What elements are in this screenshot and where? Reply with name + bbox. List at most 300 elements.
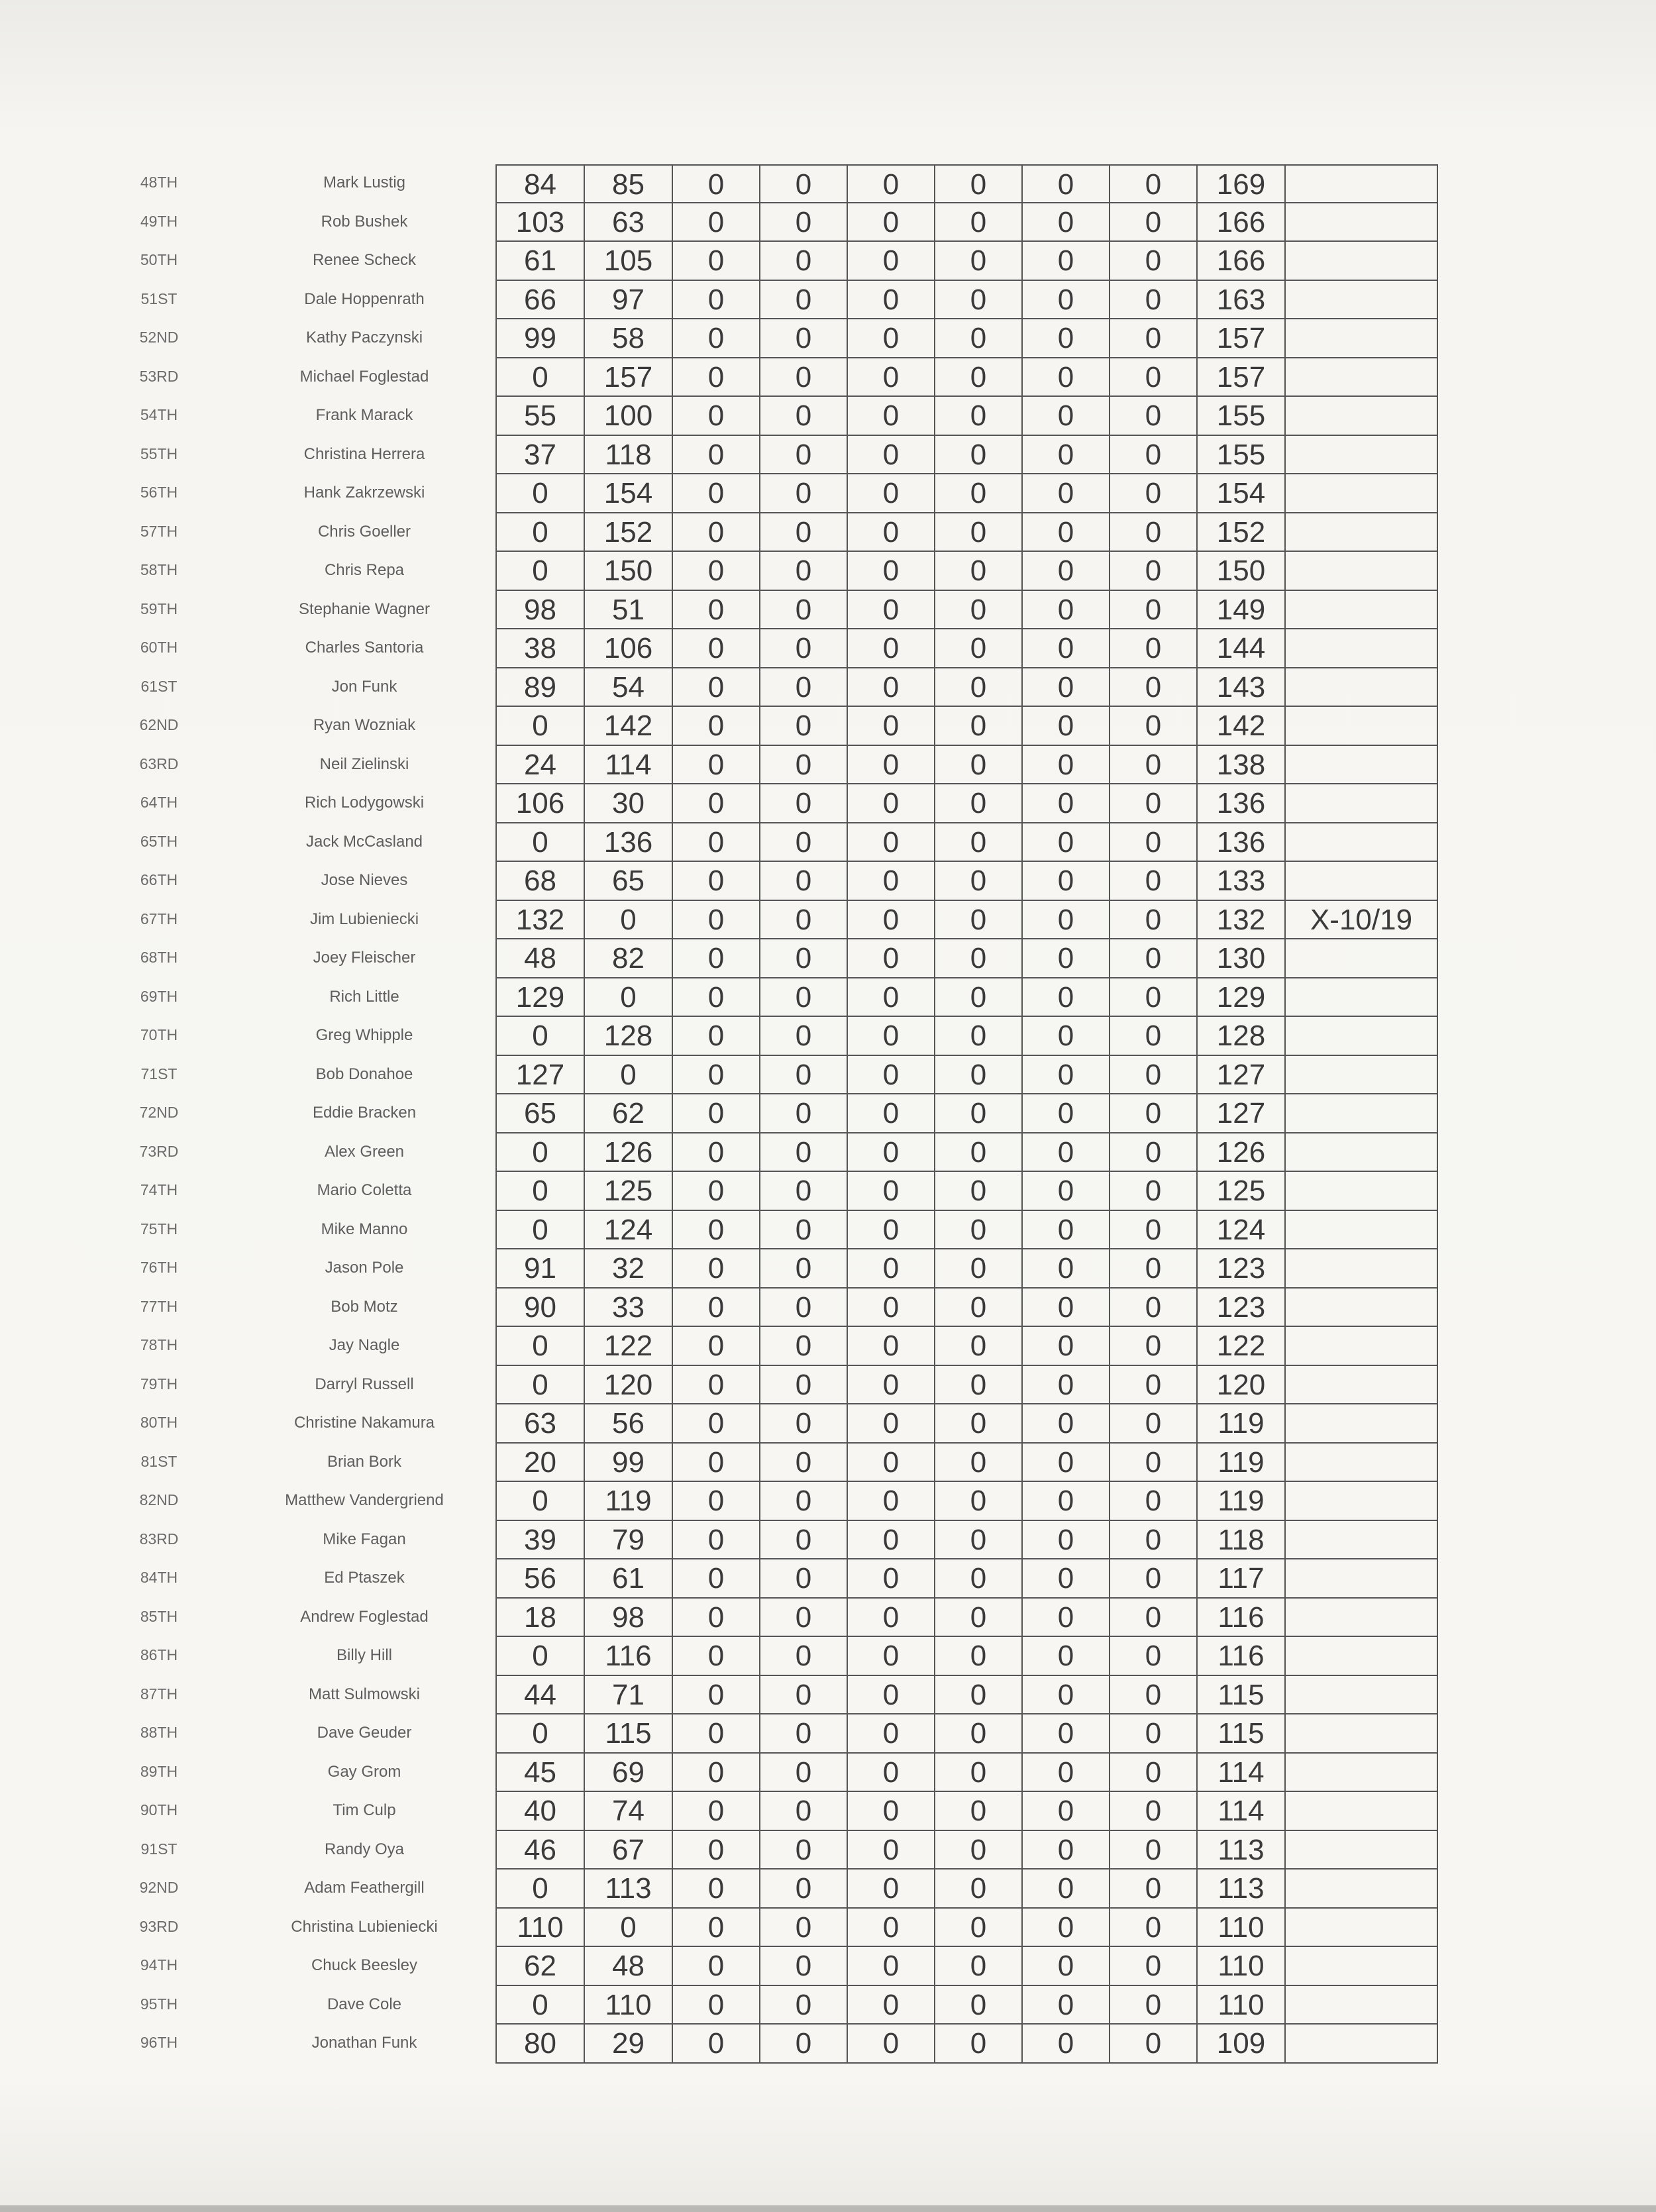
table-row [0,1249,1656,1289]
score-cell-1: 20 [497,1444,585,1483]
score-cell-1: 45 [497,1754,585,1793]
score-cell-2: 118 [585,436,673,475]
place-label: 55TH [140,445,178,462]
score-cell-5: 0 [848,1133,935,1173]
score-cell-6: 0 [935,823,1023,863]
score-cell-5: 0 [848,707,935,746]
score-cell-1: 132 [497,901,585,940]
score-cell-2: 105 [585,242,673,281]
score-grid [495,1289,1438,1328]
score-cell-1: 106 [497,784,585,823]
note-cell [1286,1056,1438,1095]
score-cell-3: 0 [673,474,760,513]
note-cell [1286,1676,1438,1715]
score-cell-5: 0 [848,1366,935,1405]
score-cell-3: 0 [673,668,760,708]
score-cell-8: 0 [1110,1792,1198,1831]
score-grid [495,746,1438,785]
player-name: Mike Manno [321,1220,408,1238]
score-cell-1: 0 [497,1714,585,1754]
player-name: Mike Fagan [323,1530,406,1548]
score-cell-4: 0 [760,668,848,708]
place-label: 75TH [140,1220,178,1238]
score-cell-2: 65 [585,862,673,901]
score-cell-6: 0 [935,591,1023,630]
score-cell-7: 0 [1023,1056,1110,1095]
total-cell: 127 [1198,1056,1286,1095]
place-label: 79TH [140,1375,178,1393]
score-cell-5: 0 [848,319,935,358]
score-grid [495,1211,1438,1250]
score-grid [495,281,1438,320]
score-cell-7: 0 [1023,319,1110,358]
score-cell-8: 0 [1110,939,1198,978]
score-cell-7: 0 [1023,552,1110,591]
score-grid [495,978,1438,1018]
score-cell-7: 0 [1023,1637,1110,1676]
score-cell-1: 0 [497,1986,585,2025]
table-row [0,1637,1656,1676]
score-cell-1: 99 [497,319,585,358]
note-cell [1286,1792,1438,1831]
player-name: Jack McCasland [305,832,423,851]
place-label: 72ND [139,1104,179,1121]
place-label: 57TH [140,522,178,540]
score-cell-4: 0 [760,1986,848,2025]
place-label: 82ND [139,1491,179,1508]
total-cell: 157 [1198,319,1286,358]
score-cell-1: 0 [497,1133,585,1173]
table-row [0,1521,1656,1560]
score-cell-1: 56 [497,1559,585,1599]
score-cell-6: 0 [935,1676,1023,1715]
place-label: 64TH [140,794,178,811]
note-cell: X-10/19 [1286,901,1438,940]
score-cell-7: 0 [1023,668,1110,708]
score-cell-3: 0 [673,1909,760,1948]
score-cell-2: 119 [585,1482,673,1521]
total-cell: 119 [1198,1482,1286,1521]
score-grid [495,1986,1438,2025]
score-cell-6: 0 [935,1986,1023,2025]
score-cell-2: 154 [585,474,673,513]
table-row [0,978,1656,1018]
score-cell-6: 0 [935,1133,1023,1173]
score-cell-3: 0 [673,939,760,978]
score-cell-7: 0 [1023,242,1110,281]
score-cell-4: 0 [760,2025,848,2064]
score-cell-1: 110 [497,1909,585,1948]
table-row [0,513,1656,553]
score-grid [495,707,1438,746]
score-cell-8: 0 [1110,1289,1198,1328]
note-cell [1286,1559,1438,1599]
score-cell-3: 0 [673,2025,760,2064]
score-cell-2: 51 [585,591,673,630]
score-cell-5: 0 [848,823,935,863]
score-cell-3: 0 [673,1366,760,1405]
score-cell-4: 0 [760,978,848,1018]
score-cell-7: 0 [1023,862,1110,901]
note-cell [1286,591,1438,630]
score-cell-1: 38 [497,629,585,668]
score-cell-7: 0 [1023,1947,1110,1986]
player-name: Dave Geuder [317,1724,412,1742]
score-cell-7: 0 [1023,2025,1110,2064]
note-cell [1286,281,1438,320]
score-cell-4: 0 [760,707,848,746]
player-name: Chris Repa [324,561,405,579]
score-cell-2: 63 [585,203,673,242]
score-cell-2: 113 [585,1870,673,1909]
total-cell: 128 [1198,1017,1286,1056]
score-cell-7: 0 [1023,281,1110,320]
score-cell-3: 0 [673,1289,760,1328]
score-cell-7: 0 [1023,436,1110,475]
score-cell-7: 0 [1023,901,1110,940]
total-cell: 166 [1198,242,1286,281]
score-grid [495,591,1438,630]
score-cell-8: 0 [1110,1559,1198,1599]
score-cell-6: 0 [935,1521,1023,1560]
score-cell-3: 0 [673,1327,760,1366]
score-cell-7: 0 [1023,823,1110,863]
score-cell-7: 0 [1023,1870,1110,1909]
score-cell-3: 0 [673,552,760,591]
score-grid [495,203,1438,242]
score-cell-7: 0 [1023,1676,1110,1715]
table-row [0,1947,1656,1986]
score-grid [495,1947,1438,1986]
score-cell-7: 0 [1023,1404,1110,1444]
score-cell-6: 0 [935,1366,1023,1405]
score-cell-4: 0 [760,281,848,320]
place-label: 51ST [140,290,178,307]
score-cell-1: 0 [497,1637,585,1676]
place-label: 85TH [140,1607,178,1625]
score-cell-1: 80 [497,2025,585,2064]
score-cell-4: 0 [760,1909,848,1948]
total-cell: 155 [1198,397,1286,436]
score-cell-1: 0 [497,707,585,746]
score-cell-8: 0 [1110,978,1198,1018]
standings-table [0,164,1656,2064]
player-name: Christina Lubieniecki [291,1917,438,1936]
table-row [0,901,1656,940]
place-label: 93RD [139,1917,179,1935]
score-cell-4: 0 [760,1249,848,1289]
score-cell-7: 0 [1023,1521,1110,1560]
score-cell-5: 0 [848,552,935,591]
score-cell-1: 0 [497,1482,585,1521]
total-cell: 143 [1198,668,1286,708]
total-cell: 110 [1198,1909,1286,1948]
note-cell [1286,242,1438,281]
table-row [0,1909,1656,1948]
total-cell: 155 [1198,436,1286,475]
score-grid [495,1482,1438,1521]
score-grid [495,1172,1438,1211]
player-name: Rich Little [329,987,399,1006]
score-cell-5: 0 [848,668,935,708]
table-row [0,629,1656,668]
score-grid [495,474,1438,513]
score-cell-2: 82 [585,939,673,978]
player-name: Charles Santoria [305,639,424,657]
score-cell-6: 0 [935,164,1023,203]
score-cell-4: 0 [760,1676,848,1715]
table-row [0,1172,1656,1211]
table-row [0,1289,1656,1328]
score-cell-5: 0 [848,1714,935,1754]
table-row [0,591,1656,630]
score-cell-5: 0 [848,1404,935,1444]
score-cell-2: 100 [585,397,673,436]
score-cell-2: 142 [585,707,673,746]
score-cell-6: 0 [935,319,1023,358]
score-cell-6: 0 [935,2025,1023,2064]
score-cell-8: 0 [1110,474,1198,513]
note-cell [1286,1366,1438,1405]
score-cell-5: 0 [848,397,935,436]
score-cell-7: 0 [1023,1559,1110,1599]
score-cell-2: 0 [585,978,673,1018]
score-cell-3: 0 [673,862,760,901]
player-name: Frank Marack [315,406,413,424]
score-cell-7: 0 [1023,939,1110,978]
table-row [0,746,1656,785]
score-cell-8: 0 [1110,901,1198,940]
score-cell-1: 0 [497,552,585,591]
score-cell-4: 0 [760,1094,848,1133]
score-cell-5: 0 [848,1986,935,2025]
score-cell-7: 0 [1023,1172,1110,1211]
player-name: Dale Hoppenrath [304,290,425,308]
table-row [0,1017,1656,1056]
score-cell-8: 0 [1110,164,1198,203]
note-cell [1286,1017,1438,1056]
note-cell [1286,1327,1438,1366]
score-cell-3: 0 [673,1947,760,1986]
score-cell-3: 0 [673,358,760,397]
score-grid [495,668,1438,708]
score-cell-5: 0 [848,1909,935,1948]
player-name: Gay Grom [327,1762,401,1781]
player-name: Matthew Vandergriend [285,1491,444,1509]
score-cell-3: 0 [673,1521,760,1560]
score-cell-6: 0 [935,1249,1023,1289]
score-cell-1: 65 [497,1094,585,1133]
table-row [0,1714,1656,1754]
score-cell-5: 0 [848,513,935,553]
score-cell-4: 0 [760,1599,848,1638]
total-cell: 114 [1198,1754,1286,1793]
score-cell-4: 0 [760,552,848,591]
score-cell-2: 110 [585,1986,673,2025]
table-row [0,203,1656,242]
score-cell-6: 0 [935,1289,1023,1328]
table-row [0,939,1656,978]
player-name: Adam Feathergill [304,1879,425,1897]
score-cell-6: 0 [935,1754,1023,1793]
score-grid [495,1559,1438,1599]
place-label: 59TH [140,600,178,617]
score-cell-5: 0 [848,436,935,475]
total-cell: 126 [1198,1133,1286,1173]
score-cell-4: 0 [760,901,848,940]
player-name: Mario Coletta [317,1181,412,1199]
score-cell-5: 0 [848,1211,935,1250]
score-cell-3: 0 [673,1831,760,1870]
score-grid [495,1249,1438,1289]
score-cell-8: 0 [1110,1870,1198,1909]
table-row [0,1986,1656,2025]
score-cell-8: 0 [1110,862,1198,901]
total-cell: 119 [1198,1444,1286,1483]
score-cell-1: 40 [497,1792,585,1831]
score-cell-5: 0 [848,1947,935,1986]
note-cell [1286,1404,1438,1444]
score-cell-1: 62 [497,1947,585,1986]
player-name: Joey Fleischer [313,949,416,967]
score-cell-7: 0 [1023,1714,1110,1754]
score-cell-3: 0 [673,1559,760,1599]
player-name: Jason Pole [325,1259,404,1277]
player-name: Alex Green [324,1142,405,1161]
score-cell-7: 0 [1023,1444,1110,1483]
player-name: Ed Ptaszek [324,1569,405,1587]
score-cell-7: 0 [1023,629,1110,668]
score-cell-5: 0 [848,1172,935,1211]
note-cell [1286,358,1438,397]
player-name: Matt Sulmowski [308,1685,421,1703]
score-cell-3: 0 [673,1870,760,1909]
score-cell-8: 0 [1110,1947,1198,1986]
table-row [0,358,1656,397]
score-cell-4: 0 [760,1172,848,1211]
place-label: 52ND [139,329,179,346]
total-cell: 150 [1198,552,1286,591]
score-cell-6: 0 [935,1211,1023,1250]
player-name: Dave Cole [327,1995,402,2013]
score-cell-1: 98 [497,591,585,630]
note-cell [1286,1754,1438,1793]
total-cell: 110 [1198,1986,1286,2025]
score-cell-4: 0 [760,1482,848,1521]
table-row [0,1211,1656,1250]
table-row [0,1831,1656,1870]
score-cell-3: 0 [673,319,760,358]
total-cell: 129 [1198,978,1286,1018]
place-label: 90TH [140,1801,178,1818]
player-name: Jim Lubieniecki [309,910,419,928]
score-cell-3: 0 [673,978,760,1018]
score-cell-5: 0 [848,1017,935,1056]
place-label: 88TH [140,1724,178,1741]
score-cell-1: 44 [497,1676,585,1715]
score-cell-1: 0 [497,1017,585,1056]
score-cell-2: 67 [585,1831,673,1870]
note-cell [1286,1831,1438,1870]
score-grid [495,1133,1438,1173]
table-row [0,436,1656,475]
score-cell-6: 0 [935,707,1023,746]
score-cell-3: 0 [673,1133,760,1173]
score-cell-6: 0 [935,242,1023,281]
score-cell-3: 0 [673,1714,760,1754]
score-cell-6: 0 [935,1482,1023,1521]
note-cell [1286,746,1438,785]
note-cell [1286,1172,1438,1211]
total-cell: 136 [1198,823,1286,863]
place-label: 74TH [140,1181,178,1198]
total-cell: 166 [1198,203,1286,242]
score-cell-3: 0 [673,784,760,823]
place-label: 96TH [140,2034,178,2051]
score-cell-8: 0 [1110,1637,1198,1676]
score-grid [495,1094,1438,1133]
score-cell-4: 0 [760,358,848,397]
player-name: Mark Lustig [323,174,406,191]
total-cell: 116 [1198,1637,1286,1676]
score-cell-6: 0 [935,436,1023,475]
score-cell-7: 0 [1023,474,1110,513]
score-grid [495,1870,1438,1909]
score-cell-3: 0 [673,629,760,668]
score-cell-4: 0 [760,1559,848,1599]
score-grid [495,552,1438,591]
score-cell-4: 0 [760,746,848,785]
score-cell-2: 85 [585,164,673,203]
score-cell-7: 0 [1023,1289,1110,1328]
place-label: 65TH [140,832,178,850]
total-cell: 130 [1198,939,1286,978]
score-cell-8: 0 [1110,1094,1198,1133]
score-cell-1: 0 [497,1366,585,1405]
score-cell-3: 0 [673,901,760,940]
score-cell-3: 0 [673,1482,760,1521]
score-grid [495,164,1438,203]
score-cell-6: 0 [935,901,1023,940]
player-name: Ryan Wozniak [313,716,416,734]
score-cell-5: 0 [848,242,935,281]
score-grid [495,862,1438,901]
table-row [0,1444,1656,1483]
score-cell-7: 0 [1023,746,1110,785]
score-cell-3: 0 [673,707,760,746]
score-cell-2: 128 [585,1017,673,1056]
score-cell-4: 0 [760,1831,848,1870]
table-row [0,397,1656,436]
score-cell-8: 0 [1110,242,1198,281]
score-cell-5: 0 [848,862,935,901]
score-cell-4: 0 [760,1637,848,1676]
score-cell-2: 69 [585,1754,673,1793]
player-name: Michael Foglestad [299,367,429,386]
score-cell-8: 0 [1110,784,1198,823]
place-label: 87TH [140,1685,178,1703]
note-cell [1286,513,1438,553]
score-cell-1: 61 [497,242,585,281]
score-cell-8: 0 [1110,1521,1198,1560]
player-name: Stephanie Wagner [299,600,430,618]
score-grid [495,242,1438,281]
score-cell-7: 0 [1023,1327,1110,1366]
score-cell-8: 0 [1110,397,1198,436]
place-label: 71ST [140,1065,178,1082]
score-cell-7: 0 [1023,358,1110,397]
score-cell-4: 0 [760,784,848,823]
